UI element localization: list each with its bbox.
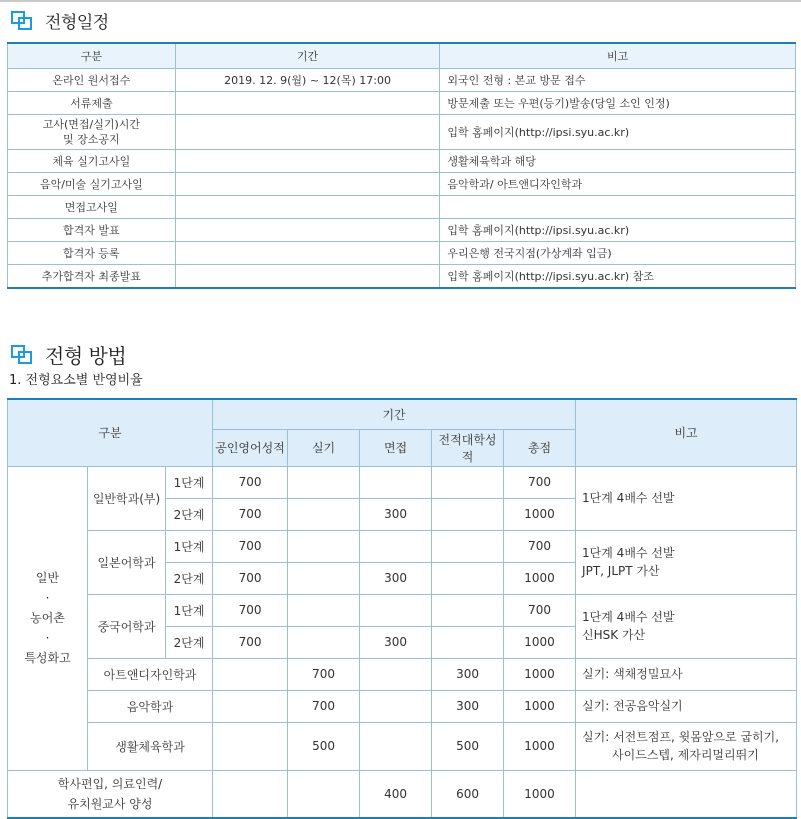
practical-cell — [288, 626, 360, 658]
item-line-2: 및 장소공지 — [63, 133, 120, 146]
stage-cell: 2단계 — [166, 562, 213, 594]
interview-cell — [360, 594, 432, 626]
table-row — [8, 658, 797, 690]
english-cell: 700 — [213, 594, 288, 626]
table-row — [8, 242, 796, 265]
transfer-cell — [432, 562, 504, 594]
top-rule — [0, 0, 801, 2]
interview-cell — [360, 466, 432, 498]
total-cell: 1000 — [504, 690, 576, 722]
table-row — [8, 173, 796, 196]
note-cell: 입학 홈페이지(http://ipsi.syu.ac.kr) — [440, 219, 796, 242]
table-row — [8, 265, 796, 289]
section-subtitle: 1. 전형요소별 반영비율 — [9, 373, 143, 388]
interview-cell: 300 — [360, 498, 432, 530]
period-cell: 2019. 12. 9(월) ~ 12(목) 17:00 — [175, 69, 440, 92]
table-row — [8, 722, 797, 770]
item-cell: 체육 실기고사일 — [8, 150, 176, 173]
transfer-cell: 600 — [432, 770, 504, 818]
practical-cell: 500 — [288, 722, 360, 770]
header-english: 공인영어성적 — [213, 429, 288, 466]
table-row — [8, 92, 796, 115]
period-cell — [175, 242, 440, 265]
transfer-cell — [432, 466, 504, 498]
item-cell: 서류제출 — [8, 92, 176, 115]
total-cell: 1000 — [504, 498, 576, 530]
total-cell: 700 — [504, 466, 576, 498]
item-cell: 온라인 원서접수 — [8, 69, 176, 92]
header-period: 기간 — [213, 399, 576, 429]
dept-cell: 아트앤디자인학과 — [88, 658, 213, 690]
stage-cell: 2단계 — [166, 626, 213, 658]
table-row — [8, 530, 797, 562]
period-cell — [175, 92, 440, 115]
english-cell: 700 — [213, 562, 288, 594]
stage-cell: 1단계 — [166, 530, 213, 562]
section-schedule-header — [11, 8, 109, 33]
note-cell: 실기: 전공음악실기 — [576, 690, 797, 722]
note-cell — [440, 196, 796, 219]
interview-cell: 400 — [360, 770, 432, 818]
column-header: 기간 — [175, 43, 440, 69]
stage-cell: 1단계 — [166, 466, 213, 498]
interview-cell — [360, 722, 432, 770]
note-cell: 실기: 서전트점프, 윗몸앞으로 굽히기, 사이드스텝, 제자리멀리뛰기 — [576, 722, 797, 770]
period-cell — [175, 150, 440, 173]
transfer-cell — [432, 626, 504, 658]
period-cell — [175, 173, 440, 196]
section-square-icon — [11, 11, 35, 31]
dept-cell: 중국어학과 — [88, 594, 166, 658]
english-cell: 700 — [213, 498, 288, 530]
practical-cell: 700 — [288, 658, 360, 690]
note-cell: 실기: 색채정밀묘사 — [576, 658, 797, 690]
column-header: 구분 — [8, 43, 176, 69]
table-row — [8, 770, 797, 818]
period-cell — [175, 115, 440, 150]
schedule-table — [7, 42, 796, 289]
transfer-cell: 300 — [432, 658, 504, 690]
transfer-label-cell: 학사편입, 의료인력/ 유치원교사 양성 — [8, 770, 213, 818]
stage-cell: 2단계 — [166, 498, 213, 530]
interview-cell — [360, 530, 432, 562]
note-cell: 음악학과/ 아트앤디자인학과 — [440, 173, 796, 196]
practical-cell — [288, 530, 360, 562]
section-method-header — [11, 340, 126, 369]
item-line-1: 고사(면접/실기)시간 — [42, 118, 141, 131]
note-cell: 방문제출 또는 우편(등기)발송(당일 소인 인정) — [440, 92, 796, 115]
dept-cell: 일반학과(부) — [88, 466, 166, 530]
note-cell: 생활체육학과 해당 — [440, 150, 796, 173]
total-cell: 700 — [504, 594, 576, 626]
dept-cell: 일본어학과 — [88, 530, 166, 594]
header-transfer-grade: 전적대학성적 — [432, 429, 504, 466]
table-row — [8, 219, 796, 242]
table-row — [8, 69, 796, 92]
item-cell: 면접고사일 — [8, 196, 176, 219]
english-cell: 700 — [213, 530, 288, 562]
interview-cell: 300 — [360, 562, 432, 594]
header-category: 구분 — [8, 399, 213, 466]
transfer-cell: 500 — [432, 722, 504, 770]
header-interview: 면접 — [360, 429, 432, 466]
table-row — [8, 690, 797, 722]
transfer-cell: 300 — [432, 690, 504, 722]
table-row — [8, 196, 796, 219]
total-cell: 700 — [504, 530, 576, 562]
note-cell — [576, 770, 797, 818]
period-cell — [175, 265, 440, 289]
english-cell: 700 — [213, 466, 288, 498]
table-row — [8, 150, 796, 173]
note-cell: 입학 홈페이지(http://ipsi.syu.ac.kr) 참조 — [440, 265, 796, 289]
period-cell — [175, 196, 440, 219]
total-cell: 1000 — [504, 562, 576, 594]
interview-cell — [360, 690, 432, 722]
total-cell: 1000 — [504, 770, 576, 818]
column-header: 비고 — [440, 43, 796, 69]
practical-cell — [288, 498, 360, 530]
english-cell: 700 — [213, 626, 288, 658]
item-cell: 음악/미술 실기고사일 — [8, 173, 176, 196]
dept-cell: 생활체육학과 — [88, 722, 213, 770]
english-cell — [213, 658, 288, 690]
note-cell: 1단계 4배수 선발 — [576, 466, 797, 530]
practical-cell — [288, 594, 360, 626]
english-cell — [213, 722, 288, 770]
practical-cell — [288, 562, 360, 594]
period-cell — [175, 219, 440, 242]
table-row — [8, 466, 797, 498]
section-square-icon — [11, 345, 35, 365]
english-cell — [213, 690, 288, 722]
english-cell — [213, 770, 288, 818]
practical-cell: 700 — [288, 690, 360, 722]
method-table — [7, 398, 797, 819]
item-cell: 합격자 등록 — [8, 242, 176, 265]
total-cell: 1000 — [504, 722, 576, 770]
transfer-cell — [432, 498, 504, 530]
group-label: 일반 · 농어촌 · 특성화고 — [8, 466, 88, 770]
note-cell: 외국인 전형 : 본교 방문 접수 — [440, 69, 796, 92]
header-practical: 실기 — [288, 429, 360, 466]
practical-cell — [288, 466, 360, 498]
note-cell: 1단계 4배수 선발 JPT, JLPT 가산 — [576, 530, 797, 594]
note-cell: 우리은행 전국지점(가상계좌 입금) — [440, 242, 796, 265]
item-cell: 합격자 발표 — [8, 219, 176, 242]
note-cell: 입학 홈페이지(http://ipsi.syu.ac.kr) — [440, 115, 796, 150]
practical-cell — [288, 770, 360, 818]
header-row — [8, 399, 797, 429]
section-title: 전형일정 — [45, 13, 109, 33]
item-cell: 추가합격자 최종발표 — [8, 265, 176, 289]
header-total: 총점 — [504, 429, 576, 466]
stage-cell: 1단계 — [166, 594, 213, 626]
interview-cell: 300 — [360, 626, 432, 658]
table-row — [8, 115, 796, 150]
interview-cell — [360, 658, 432, 690]
total-cell: 1000 — [504, 626, 576, 658]
transfer-cell — [432, 530, 504, 562]
section-title: 전형 방법 — [45, 344, 127, 368]
item-cell — [8, 115, 176, 150]
table-row — [8, 594, 797, 626]
total-cell: 1000 — [504, 658, 576, 690]
header-note: 비고 — [576, 399, 797, 466]
transfer-cell — [432, 594, 504, 626]
dept-cell: 음악학과 — [88, 690, 213, 722]
note-cell: 1단계 4배수 선발 신HSK 가산 — [576, 594, 797, 658]
